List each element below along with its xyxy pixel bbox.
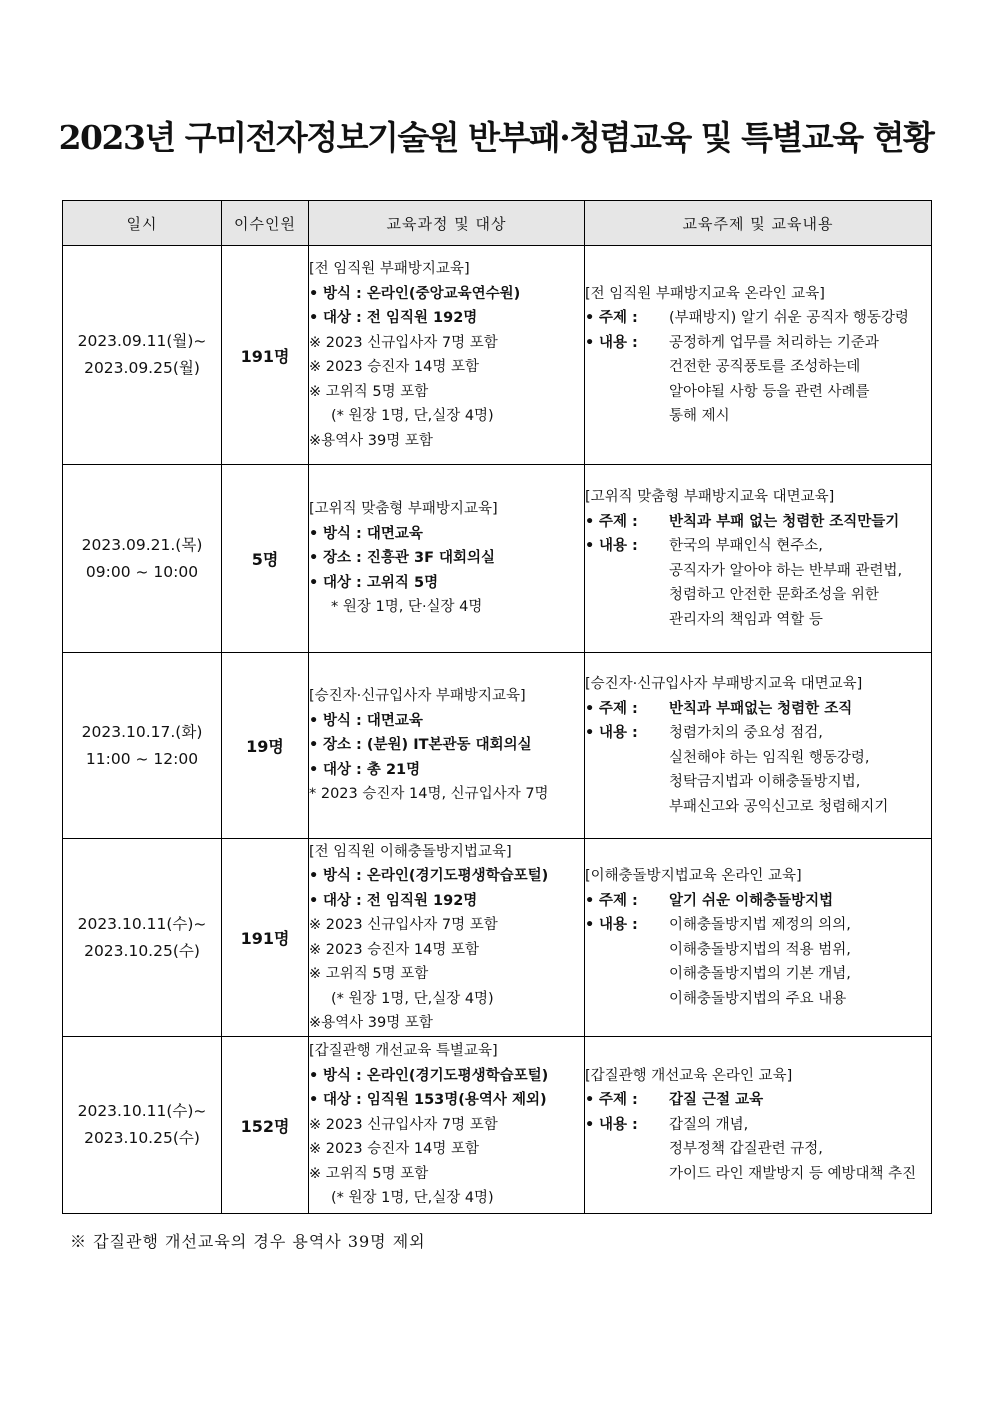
topic-subject: 갑질 근절 교육 bbox=[669, 1092, 764, 1109]
attendee-count: 19명 bbox=[222, 653, 309, 839]
course-bullet-text: 대상 : 총 21명 bbox=[323, 761, 421, 778]
topic-subject-row bbox=[585, 510, 931, 535]
topic-content-line: 통해 제시 bbox=[669, 408, 730, 424]
topic-content-line: 이해충돌방지법의 적용 범위, bbox=[669, 941, 851, 958]
bullet-icon: • bbox=[585, 310, 595, 326]
date-line: 11:00 ~ 12:00 bbox=[85, 749, 199, 768]
course-title: [고위직 맞춤형 부패방지교육] bbox=[309, 501, 498, 518]
date-line: 2023.10.25(수) bbox=[84, 941, 200, 960]
topic-content-line: 관리자의 책임과 역할 등 bbox=[669, 611, 823, 628]
course-note: (* 원장 1명, 단,실장 4명) bbox=[331, 408, 494, 424]
bullet-icon: • bbox=[309, 310, 319, 326]
course-note: ※ 2023 승진자 14명 포함 bbox=[309, 1141, 479, 1158]
topic-title: [전 임직원 부패방지교육 온라인 교육] bbox=[585, 285, 825, 302]
topic-content-line: 이해충돌방지법의 주요 내용 bbox=[669, 990, 847, 1007]
topic-subject-label: 주제 : bbox=[599, 310, 638, 326]
topic-subject: (부패방지) 알기 쉬운 공직자 행동강령 bbox=[669, 310, 909, 326]
course-note: ※용역사 39명 포함 bbox=[309, 1015, 433, 1031]
course-title: [전 임직원 부패방지교육] bbox=[309, 261, 470, 277]
topic-subject: 알기 쉬운 이해충돌방지법 bbox=[669, 892, 834, 909]
course-bullet bbox=[309, 1064, 584, 1089]
date-cell bbox=[63, 1037, 222, 1214]
course-bullet bbox=[309, 306, 584, 331]
bullet-icon: • bbox=[309, 285, 319, 302]
topic-cell bbox=[585, 839, 932, 1037]
topic-subject-label: 주제 : bbox=[599, 700, 638, 717]
course-note: ※ 고위직 5명 포함 bbox=[309, 966, 429, 982]
topic-content-row bbox=[585, 913, 931, 1011]
course-bullet bbox=[309, 282, 584, 307]
header-date: 일시 bbox=[63, 201, 222, 246]
attendee-count: 191명 bbox=[222, 246, 309, 465]
bullet-icon: • bbox=[585, 538, 595, 554]
course-bullet-text: 대상 : 전 임직원 192명 bbox=[323, 310, 478, 326]
topic-content-line: 실천해야 하는 임직원 행동강령, bbox=[669, 749, 870, 766]
date-line: 2023.10.11(수)~ bbox=[77, 1102, 207, 1120]
course-title: [승진자·신규입사자 부패방지교육] bbox=[309, 688, 526, 705]
topic-content-label: 내용 : bbox=[599, 725, 638, 741]
course-bullet-text: 장소 : 진흥관 3F 대회의실 bbox=[323, 550, 496, 567]
topic-content-row bbox=[585, 534, 931, 632]
topic-cell bbox=[585, 1037, 932, 1214]
course-note: ※ 2023 신규입사자 7명 포함 bbox=[309, 1116, 498, 1133]
course-note: (* 원장 1명, 단,실장 4명) bbox=[331, 1190, 494, 1207]
topic-content-line: 갑질의 개념, bbox=[669, 1116, 749, 1133]
bullet-icon: • bbox=[585, 1116, 595, 1133]
header-count: 이수인원 bbox=[222, 201, 309, 246]
topic-content-line: 가이드 라인 재발방지 등 예방대책 추진 bbox=[669, 1165, 917, 1182]
topic-subject-label: 주제 : bbox=[599, 1092, 638, 1109]
topic-content-line: 청렴가치의 중요성 점검, bbox=[669, 725, 823, 741]
footnote: ※ 갑질관행 개선교육의 경우 용역사 39명 제외 bbox=[70, 1232, 426, 1251]
topic-content-row bbox=[585, 1113, 931, 1187]
bullet-icon: • bbox=[309, 868, 319, 884]
table-header-row bbox=[63, 201, 932, 246]
topic-content-line: 공직자가 알아야 하는 반부패 관련법, bbox=[669, 562, 903, 579]
bullet-icon: • bbox=[585, 917, 595, 933]
date-line: 2023.09.21.(목) bbox=[81, 535, 203, 554]
course-note: ※ 2023 승진자 14명 포함 bbox=[309, 359, 479, 375]
topic-content bbox=[669, 721, 888, 819]
topic-content bbox=[669, 331, 879, 429]
topic-subject: 반칙과 부패없는 청렴한 조직 bbox=[669, 700, 853, 717]
bullet-icon: • bbox=[309, 574, 319, 591]
course-bullet bbox=[309, 1088, 584, 1113]
topic-content-line: 이해충돌방지법 제정의 의의, bbox=[669, 917, 851, 933]
topic-subject-row bbox=[585, 697, 931, 722]
course-cell bbox=[309, 1037, 585, 1214]
table-row bbox=[63, 246, 932, 465]
course-note: ※ 고위직 5명 포함 bbox=[309, 1165, 429, 1182]
course-note: ※용역사 39명 포함 bbox=[309, 432, 433, 449]
course-bullet-text: 방식 : 대면교육 bbox=[323, 525, 423, 542]
topic-subject: 반칙과 부패 없는 청렴한 조직만들기 bbox=[669, 513, 900, 530]
date-cell bbox=[63, 839, 222, 1037]
date-cell bbox=[63, 653, 222, 839]
course-bullet bbox=[309, 864, 584, 889]
course-bullet-text: 대상 : 전 임직원 192명 bbox=[323, 892, 478, 909]
course-cell bbox=[309, 653, 585, 839]
table-row bbox=[63, 653, 932, 839]
course-title: [갑질관행 개선교육 특별교육] bbox=[309, 1043, 498, 1060]
topic-content-line: 정부정책 갑질관련 규정, bbox=[669, 1141, 823, 1158]
course-bullet bbox=[309, 733, 584, 758]
course-cell bbox=[309, 465, 585, 653]
date-cell bbox=[63, 246, 222, 465]
table-row bbox=[63, 465, 932, 653]
date-line: 2023.09.11(월)~ bbox=[77, 332, 207, 350]
course-bullet-text: 방식 : 대면교육 bbox=[323, 712, 423, 729]
course-bullet bbox=[309, 571, 584, 596]
bullet-icon: • bbox=[585, 700, 595, 717]
attendee-count: 191명 bbox=[222, 839, 309, 1037]
bullet-icon: • bbox=[585, 1092, 595, 1109]
topic-subject-row bbox=[585, 306, 931, 331]
bullet-icon: • bbox=[585, 513, 595, 530]
topic-title: [승진자·신규입사자 부패방지교육 대면교육] bbox=[585, 676, 863, 692]
date-line: 09:00 ~ 10:00 bbox=[85, 562, 199, 581]
topic-content-label: 내용 : bbox=[599, 1116, 638, 1133]
course-note: ※ 2023 승진자 14명 포함 bbox=[309, 941, 479, 958]
header-course: 교육과정 및 대상 bbox=[309, 201, 585, 246]
topic-content-row bbox=[585, 331, 931, 429]
bullet-icon: • bbox=[309, 892, 319, 909]
bullet-icon: • bbox=[585, 725, 595, 741]
attendee-count: 152명 bbox=[222, 1037, 309, 1214]
bullet-icon: • bbox=[309, 737, 319, 754]
bullet-icon: • bbox=[585, 892, 595, 909]
bullet-icon: • bbox=[309, 550, 319, 567]
course-bullet-text: 대상 : 고위직 5명 bbox=[323, 574, 439, 591]
date-line: 2023.10.11(수)~ bbox=[77, 914, 207, 933]
table-row bbox=[63, 839, 932, 1037]
course-bullet-text: 장소 : (분원) IT본관동 대회의실 bbox=[323, 737, 532, 754]
topic-title: [갑질관행 개선교육 온라인 교육] bbox=[585, 1067, 793, 1084]
topic-title: [이해충돌방지법교육 온라인 교육] bbox=[585, 868, 802, 884]
date-cell bbox=[63, 465, 222, 653]
topic-content-label: 내용 : bbox=[599, 334, 638, 351]
attendee-count: 5명 bbox=[222, 465, 309, 653]
course-bullet-text: 대상 : 임직원 153명(용역사 제외) bbox=[323, 1092, 547, 1109]
date-line: 2023.10.25(수) bbox=[84, 1129, 200, 1147]
topic-content-line: 공정하게 업무를 처리하는 기준과 bbox=[669, 334, 879, 351]
course-title: [전 임직원 이해충돌방지법교육] bbox=[309, 843, 512, 860]
bullet-icon: • bbox=[585, 334, 595, 351]
course-bullet bbox=[309, 546, 584, 571]
date-line: 2023.09.25(월) bbox=[84, 359, 200, 377]
topic-subject-row bbox=[585, 889, 931, 914]
course-bullet bbox=[309, 758, 584, 783]
topic-cell bbox=[585, 653, 932, 839]
course-bullet bbox=[309, 709, 584, 734]
table-row bbox=[63, 1037, 932, 1214]
topic-subject-label: 주제 : bbox=[599, 513, 638, 530]
topic-cell bbox=[585, 465, 932, 653]
course-note: ※ 2023 신규입사자 7명 포함 bbox=[309, 334, 498, 351]
topic-content bbox=[669, 913, 851, 1011]
bullet-icon: • bbox=[309, 525, 319, 542]
topic-content-line: 청탁금지법과 이해충돌방지법, bbox=[669, 774, 861, 790]
topic-content-line: 청렴하고 안전한 문화조성을 위한 bbox=[669, 587, 879, 603]
topic-content-label: 내용 : bbox=[599, 538, 638, 554]
education-status-table bbox=[62, 200, 932, 1214]
course-cell bbox=[309, 246, 585, 465]
course-note: ※ 고위직 5명 포함 bbox=[309, 383, 429, 400]
topic-content-label: 내용 : bbox=[599, 917, 638, 933]
bullet-icon: • bbox=[309, 1092, 319, 1109]
topic-content bbox=[669, 534, 902, 632]
topic-content-line: 건전한 공직풍토를 조성하는데 bbox=[669, 359, 861, 375]
topic-subject-label: 주제 : bbox=[599, 892, 638, 909]
course-bullet-text: 방식 : 온라인(중앙교육연수원) bbox=[323, 285, 521, 302]
course-bullet bbox=[309, 522, 584, 547]
topic-content-line: 부패신고와 공익신고로 청렴해지기 bbox=[669, 798, 889, 815]
course-bullet bbox=[309, 889, 584, 914]
bullet-icon: • bbox=[309, 712, 319, 729]
course-bullet-text: 방식 : 온라인(경기도평생학습포털) bbox=[323, 1067, 549, 1084]
topic-subject-row bbox=[585, 1088, 931, 1113]
page-title: 2023년 구미전자정보기술원 반부패·청렴교육 및 특별교육 현황 bbox=[58, 118, 934, 157]
topic-content bbox=[669, 1113, 916, 1187]
course-note: * 2023 승진자 14명, 신규입사자 7명 bbox=[309, 786, 549, 803]
topic-content-line: 이해충돌방지법의 기본 개념, bbox=[669, 966, 851, 982]
bullet-icon: • bbox=[309, 761, 319, 778]
header-topic: 교육주제 및 교육내용 bbox=[585, 201, 932, 246]
topic-content-line: 한국의 부패인식 현주소, bbox=[669, 538, 823, 554]
topic-cell bbox=[585, 246, 932, 465]
course-note: ※ 2023 신규입사자 7명 포함 bbox=[309, 917, 498, 933]
course-note: (* 원장 1명, 단,실장 4명) bbox=[331, 990, 494, 1007]
course-bullet-text: 방식 : 온라인(경기도평생학습포털) bbox=[323, 868, 549, 884]
course-note: * 원장 1명, 단·실장 4명 bbox=[331, 599, 483, 616]
topic-content-line: 알아야될 사항 등을 관련 사례를 bbox=[669, 383, 870, 400]
topic-content-row bbox=[585, 721, 931, 819]
date-line: 2023.10.17.(화) bbox=[81, 722, 203, 741]
topic-title: [고위직 맞춤형 부패방지교육 대면교육] bbox=[585, 489, 835, 505]
course-cell bbox=[309, 839, 585, 1037]
bullet-icon: • bbox=[309, 1067, 319, 1084]
